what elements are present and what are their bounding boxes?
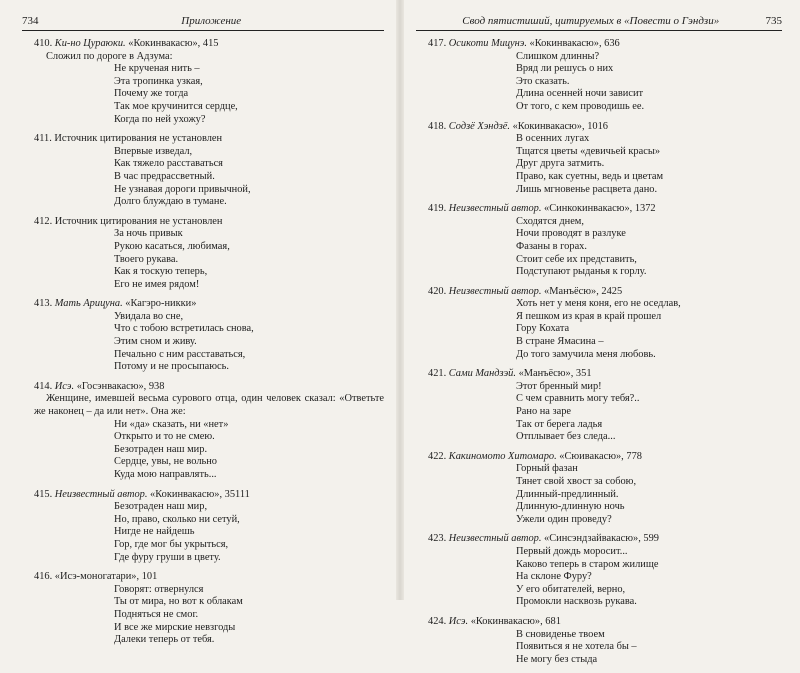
entry-number: 414. [34, 380, 53, 392]
entry-source: «Кокинвакасю», 35111 [147, 488, 250, 500]
entry-author: Неизвестный автор. [448, 203, 542, 215]
verse-line: Как тяжело расставаться [114, 158, 223, 170]
verse-line: Длина осенней ночи зависит [516, 88, 644, 100]
entry-heading [416, 533, 782, 546]
verse-line: В час предрассветный. [114, 170, 215, 182]
header-rule-left [22, 30, 384, 31]
entry-source: «Кокинвакасю», 1016 [509, 120, 608, 132]
poem-entry [22, 489, 384, 565]
header-rule-right [416, 30, 782, 31]
verse-line: Тянет свой хвост за собою, [516, 476, 637, 487]
poem-entry [416, 616, 782, 666]
verse-line: Рано на заре [516, 406, 572, 418]
entry-author: Осикоти Мицунэ. [448, 38, 527, 49]
entry-author: Сами Мандзэй. [448, 368, 516, 380]
verse-line: Первый дождь моросит... [516, 545, 628, 557]
poem-verse [416, 216, 782, 279]
entry-source: «Сюивакасю», 778 [556, 450, 642, 462]
entry-source: Источник цитирования не установлен [51, 133, 223, 145]
entry-number: 417. [428, 38, 447, 49]
verse-line: Ночи проводят в разлуке [516, 228, 626, 240]
poem-verse [22, 419, 384, 482]
verse-line: Подступают рыданья к горлу. [516, 266, 647, 278]
entry-heading [416, 203, 782, 216]
verse-line: Эта тропинка узкая, [114, 75, 203, 87]
verse-line: Не могу без стыда [516, 653, 598, 665]
entry-source: «Кокинвакасю», 681 [468, 615, 561, 627]
verse-line: Увидала во сне, [114, 310, 184, 322]
verse-line: Подняться не смог. [114, 608, 199, 620]
verse-line: И все же мирские невзгоды [114, 621, 236, 633]
verse-line: Я пешком из края в край прошел [516, 310, 662, 322]
poem-verse [22, 311, 384, 374]
verse-line: Твоего рукава. [114, 253, 179, 265]
entry-number: 411. [34, 133, 52, 145]
verse-line: Отплывает без следа... [516, 431, 616, 443]
verse-line: Не крученая нить – [114, 63, 200, 75]
poem-entry [22, 133, 384, 209]
verse-line: Стоит себе их представить, [516, 253, 637, 265]
entry-number: 419. [428, 203, 447, 215]
entry-heading [22, 571, 384, 584]
entry-heading [416, 451, 782, 464]
verse-line: Впервые изведал, [114, 145, 193, 157]
verse-line: Так от берега ладья [516, 418, 603, 430]
poem-verse [22, 501, 384, 564]
entry-author: Неизвестный автор. [448, 533, 542, 545]
verse-line: Сходятся днем, [516, 215, 584, 227]
entry-source: «Исэ-моногатари», 101 [52, 571, 158, 583]
entry-heading [22, 38, 384, 51]
entry-heading [416, 286, 782, 299]
verse-line: В сновиденье твоем [516, 628, 605, 640]
verse-line: На склоне Фуру? [516, 571, 592, 583]
entry-source: «Кокинвакасю», 636 [526, 38, 620, 49]
verse-line: Его не имея рядом! [114, 278, 200, 290]
entry-number: 415. [34, 488, 53, 500]
running-title-left: Приложение [181, 15, 242, 27]
verse-line: Где фуру груши в цвету. [114, 551, 221, 563]
poem-verse [416, 629, 782, 667]
poem-verse [416, 51, 782, 114]
verse-line: Горный фазан [516, 463, 578, 475]
poem-entry [416, 203, 782, 279]
poem-entry [22, 571, 384, 647]
verse-line: Что с тобою встретилась снова, [114, 323, 254, 335]
entry-number: 416. [34, 571, 53, 583]
verse-line: Ты от мира, но вот к облакам [114, 596, 243, 608]
verse-line: Ни «да» сказать, ни «нет» [114, 418, 229, 430]
poem-verse [416, 463, 782, 526]
verse-line: Этот бренный мир! [516, 380, 602, 392]
verse-line: Друг друга затмить. [516, 158, 605, 170]
verse-line: Лишь мгновенье расцвета дано. [516, 183, 658, 195]
poem-verse [22, 63, 384, 126]
verse-line: Открыто и то не смею. [114, 431, 215, 443]
poem-entry [416, 451, 782, 527]
entry-prose: Женщине, имевшей весьма сурового отца, один человек сказал: «Ответьте же наконец – да или нет». Она же: [34, 393, 384, 418]
verse-line: До того замучила меня любовь. [516, 348, 656, 360]
entry-author: Мать Арицуна. [54, 298, 123, 310]
entry-number: 412. [34, 215, 53, 227]
poem-entry [22, 216, 384, 292]
poem-verse [22, 146, 384, 209]
entry-heading [416, 38, 782, 51]
entry-source: «Кагэро-никки» [122, 298, 197, 310]
verse-line: Долго блуждаю в тумане. [114, 196, 227, 208]
entry-source: «Кокинвакасю», 415 [125, 38, 219, 49]
entry-author: Исэ. [54, 380, 75, 392]
entry-source: «Манъёсю», 2425 [541, 285, 623, 297]
entry-prose: Сложил по дороге в Адзума: [46, 50, 173, 62]
entry-heading [22, 381, 384, 394]
poem-verse [416, 298, 782, 361]
verse-line: Вряд ли решусь о них [516, 63, 614, 75]
verse-line: Когда по ней ухожу? [114, 113, 206, 125]
verse-line: Длинный-предлинный. [516, 488, 619, 500]
verse-line: Печально с ним расставаться, [114, 348, 246, 360]
entry-source: «Синкокинвакасю», 1372 [541, 203, 656, 215]
verse-line: Нигде не найдешь [114, 526, 195, 538]
entry-author: Ки-но Цураюки. [54, 38, 126, 49]
verse-line: Ужели один проведу? [516, 513, 612, 525]
poem-entry [416, 38, 782, 114]
entry-author: Содзё Хэндзё. [448, 120, 510, 132]
verse-line: В осенних лугах [516, 133, 590, 145]
entry-heading [416, 616, 782, 629]
entry-number: 410. [34, 38, 53, 49]
poem-verse [22, 584, 384, 647]
verse-line: Фазаны в горах. [516, 240, 587, 252]
left-content [22, 38, 384, 654]
verse-line: Промокли насквозь рукава. [516, 596, 637, 608]
verse-line: Не узнавая дороги привычной, [114, 183, 251, 195]
poem-entry [22, 381, 384, 482]
entry-number: 423. [428, 533, 447, 545]
entry-heading [416, 121, 782, 134]
entry-heading [22, 133, 384, 146]
right-page [402, 0, 800, 665]
entry-heading [22, 216, 384, 229]
verse-line: Говорят: отвернулся [114, 583, 204, 595]
verse-line: Куда мою направлять... [114, 469, 217, 480]
poem-entry [416, 368, 782, 444]
poem-verse [416, 546, 782, 609]
verse-line: Сердце, увы, не вольно [114, 456, 218, 468]
entry-heading [416, 368, 782, 381]
entry-author: Неизвестный автор. [448, 285, 542, 297]
page-number-left: 734 [22, 15, 39, 27]
poem-verse [416, 133, 782, 196]
entry-source: Источник цитирования не установлен [52, 215, 223, 227]
poem-entry [416, 121, 782, 197]
verse-line: Как я тоскую теперь, [114, 266, 208, 278]
poem-verse [416, 381, 782, 444]
running-head-right [416, 14, 782, 28]
verse-line: Каково теперь в старом жилище [516, 558, 659, 570]
verse-line: Длинную-длинную ночь [516, 501, 625, 513]
page-number-right: 735 [765, 15, 782, 27]
verse-line: Безотраден наш мир, [114, 501, 208, 513]
verse-line: Гору Кохата [516, 323, 570, 335]
verse-line: У его обитателей, верно, [516, 583, 626, 595]
left-page [0, 0, 398, 646]
verse-line: Слишком длинны? [516, 50, 600, 62]
entry-author: Неизвестный автор. [54, 488, 148, 500]
verse-line: От того, с кем проводишь ее. [516, 100, 645, 112]
right-content [416, 38, 782, 673]
verse-line: Потому и не просыпаюсь. [114, 361, 229, 373]
verse-line: Безотраден наш мир. [114, 443, 208, 455]
entry-source: «Синсэндзайвакасю», 599 [541, 533, 659, 545]
verse-line: Так мое кручинится сердце, [114, 100, 238, 112]
entry-heading [22, 489, 384, 502]
verse-line: За ночь привык [114, 228, 183, 240]
poem-entry [416, 286, 782, 362]
poem-verse [22, 228, 384, 291]
verse-line: Почему же тогда [114, 88, 189, 100]
running-head-left [22, 14, 384, 28]
poem-entry [416, 533, 782, 609]
entry-number: 424. [428, 615, 447, 627]
entry-number: 422. [428, 450, 447, 462]
verse-line: Появиться я не хотела бы – [516, 641, 637, 653]
verse-line: Этим сном и живу. [114, 336, 197, 348]
entry-number: 418. [428, 120, 447, 132]
entry-number: 413. [34, 298, 53, 310]
entry-source: «Госэнвакасю», 938 [74, 380, 165, 392]
entry-author: Исэ. [448, 615, 469, 627]
entry-source: «Манъёсю», 351 [515, 368, 592, 380]
entry-number: 421. [428, 368, 447, 380]
verse-line: С чем сравнить могу тебя?.. [516, 393, 640, 405]
entry-number: 420. [428, 285, 447, 297]
verse-line: Это сказать. [516, 75, 570, 87]
poem-entry [22, 38, 384, 126]
verse-line: Тщатся цветы «девичьей красы» [516, 145, 661, 157]
verse-line: Хоть нет у меня коня, его не оседлав, [516, 298, 681, 310]
entry-author: Какиномото Хитомаро. [448, 450, 557, 462]
verse-line: В стране Ямасина – [516, 336, 604, 348]
verse-line: Далеки теперь от тебя. [114, 634, 215, 646]
running-title-right: Свод пятистиший, цитируемых в «Повести о Гэндзи» [462, 15, 720, 27]
entry-heading [22, 298, 384, 311]
verse-line: Рукою касаться, любимая, [114, 240, 230, 252]
verse-line: Право, как суетны, ведь и цветам [516, 170, 664, 182]
poem-entry [22, 298, 384, 374]
verse-line: Гор, где мог бы укрыться, [114, 538, 229, 550]
verse-line: Но, право, сколько ни сетуй, [114, 513, 240, 525]
